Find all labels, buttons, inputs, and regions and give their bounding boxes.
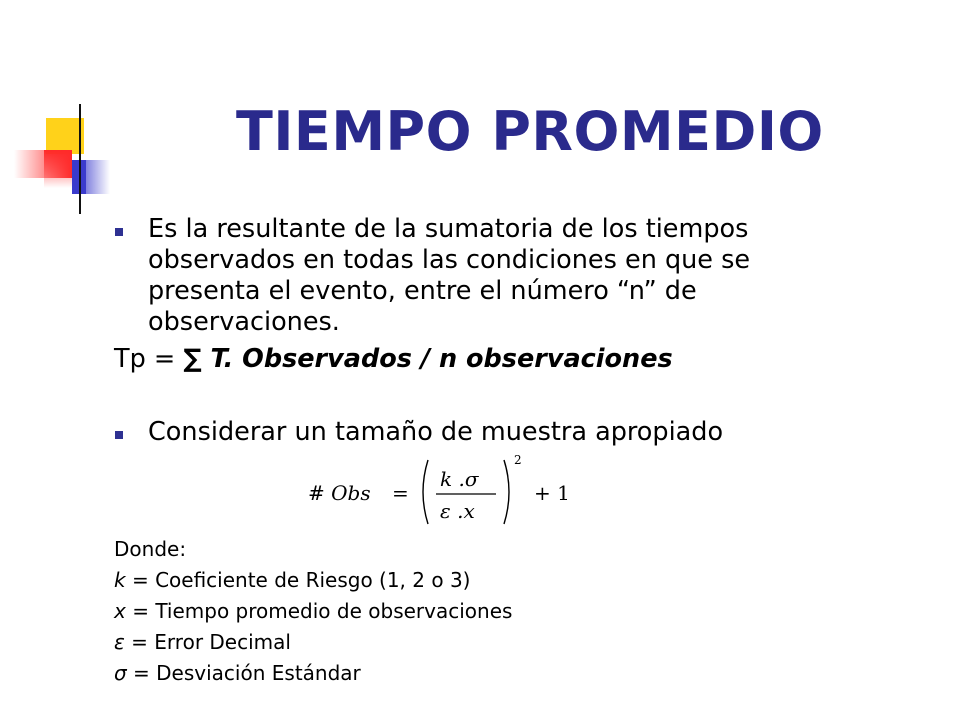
definition-x: x = Tiempo promedio de observaciones: [114, 599, 513, 623]
definition-sigma: σ = Desviación Estándar: [114, 661, 361, 685]
left-paren: [423, 460, 428, 524]
bullet-marker-1: [115, 228, 123, 236]
definitions-block: [114, 534, 512, 689]
paragraph-line: Es la resultante de la sumatoria de los tiempos: [148, 214, 749, 244]
equation-denominator: ε .x: [440, 499, 475, 523]
right-paren: [504, 460, 509, 524]
definition-k: k = Coeficiente de Riesgo (1, 2 o 3): [114, 568, 471, 592]
bullet-marker-2: [115, 431, 123, 439]
decorative-squares-logo: [0, 0, 140, 220]
paragraph-line: observados en todas las condiciones en que se: [148, 245, 751, 275]
equation-lhs: # Obs: [308, 481, 371, 505]
equation-equals: =: [392, 481, 409, 505]
bullet-paragraph-2: Considerar un tamaño de muestra apropiado: [148, 417, 724, 447]
equation-exponent: 2: [514, 453, 522, 467]
tp-formula-line: [114, 344, 673, 374]
paragraph-line: presenta el evento, entre el número “n” de: [148, 276, 697, 306]
equation-numerator: k .σ: [440, 467, 479, 491]
donde-label: Donde:: [114, 537, 187, 561]
bullet-paragraph-1: [148, 214, 838, 338]
definition-epsilon: ε = Error Decimal: [114, 630, 291, 654]
sample-size-equation: [300, 452, 600, 532]
tp-prefix: Tp =: [114, 344, 184, 374]
paragraph-line: observaciones.: [148, 307, 340, 337]
slide-title: TIEMPO PROMEDIO: [236, 100, 824, 163]
equation-plus-one: + 1: [534, 481, 570, 505]
tp-formula: ∑ T. Observados / n observaciones: [183, 344, 673, 374]
